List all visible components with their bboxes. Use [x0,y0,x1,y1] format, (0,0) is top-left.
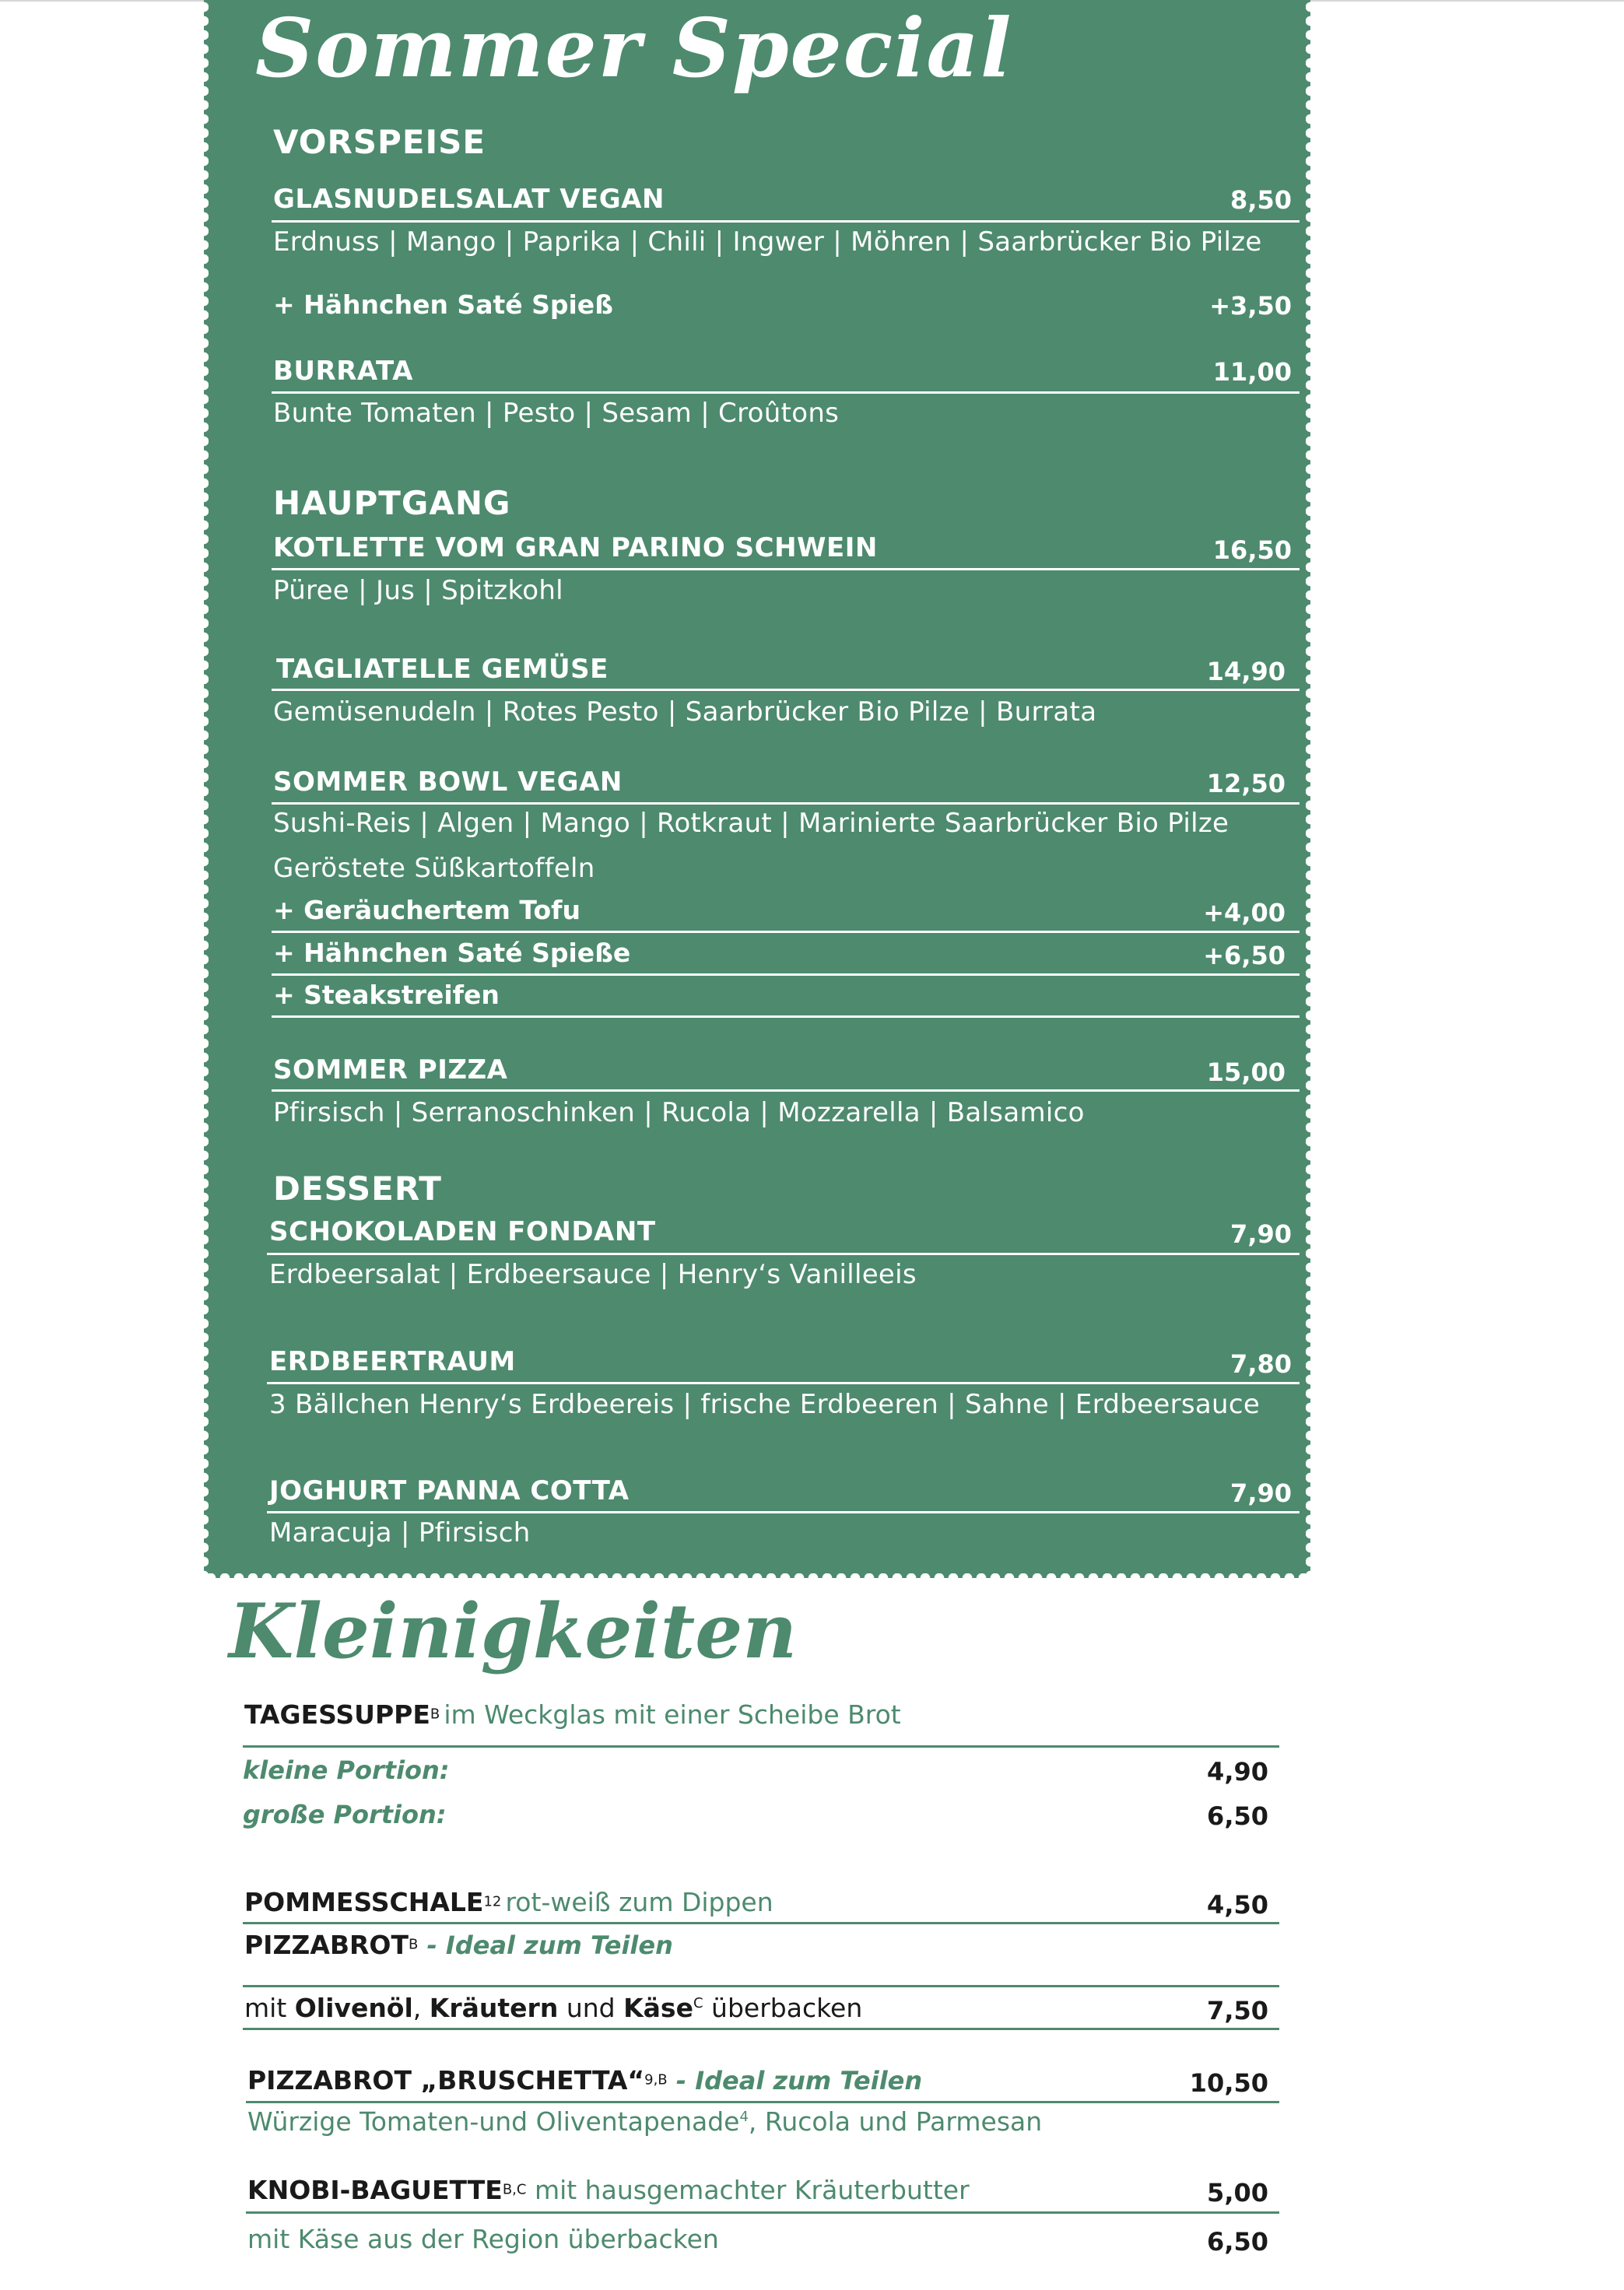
dish-name: ERDBEERTRAUM [269,1346,516,1377]
bruschetta-tag: - Ideal zum Teilen [667,2066,923,2095]
knobi-option-price: 6,50 [1207,2227,1268,2257]
bruschetta-price: 10,50 [1189,2068,1268,2098]
knobi-row [247,2175,970,2205]
dish-description: Erdnuss | Mango | Paprika | Chili | Ingwer | Möhren | Saarbrücker Bio Pilze [273,226,1262,258]
dish-name: TAGLIATELLE GEMÜSE [276,654,609,685]
option-bold: Kräutern [429,1993,559,2023]
dish-price: 16,50 [1212,535,1292,565]
bruschetta-name: PIZZABROT „BRUSCHETTA“ [247,2065,645,2095]
tagessuppe-desc: im Weckglas mit einer Scheibe Brot [444,1699,901,1730]
section-heading-dessert: DESSERT [273,1170,442,1208]
dish-description: Gemüsenudeln | Rotes Pesto | Saarbrücker Bio Pilze | Burrata [273,696,1097,728]
option-text: und [558,1993,624,2023]
item-divider [243,2028,1279,2030]
pommes-desc: rot-weiß zum Dippen [505,1887,773,1917]
allergen-sup: 4 [739,2109,749,2125]
dish-name: JOGHURT PANNA COTTA [269,1475,630,1506]
allergen-sup: B [409,1936,419,1953]
option-text: , [412,1993,430,2023]
dish-divider [272,1089,1300,1092]
pizzabrot-option-price: 7,50 [1207,1996,1268,2025]
knobi-name: KNOBI-BAGUETTE [247,2175,503,2205]
option-bold: Olivenöl [294,1993,413,2023]
allergen-sup: C [693,1995,703,2011]
dish-price: 7,80 [1230,1349,1292,1379]
option-bold: Käse [623,1993,693,2023]
dish-name: KOTLETTE VOM GRAN PARINO SCHWEIN [273,532,878,563]
allergen-sup: B,C [502,2181,527,2198]
dish-name: SCHOKOLADEN FONDANT [269,1216,656,1247]
knobi-option: mit Käse aus der Region überbacken [247,2224,719,2254]
dish-price: 11,00 [1212,357,1292,387]
dish-price: 12,50 [1206,769,1286,798]
portion-small-price: 4,90 [1207,1757,1268,1787]
dish-description: Erdbeersalat | Erdbeersauce | Henry‘s Vanilleeis [269,1259,917,1290]
allergen-sup: 9,B [644,2071,668,2088]
dish-divider [267,1382,1300,1384]
option-text: überbacken [703,1993,863,2023]
section-heading-vorspeise: VORSPEISE [273,123,486,161]
addon-divider [272,973,1300,976]
allergen-sup: 12 [483,1893,502,1910]
panel-scalloped-edge-right [1306,0,1310,1578]
pommes-name: POMMESSCHALE [244,1887,484,1917]
dish-addon-price: +6,50 [1203,941,1286,970]
dish-name: SOMMER PIZZA [273,1054,508,1085]
portion-large-label: große Portion: [243,1800,447,1829]
tagessuppe-row [244,1699,901,1730]
item-divider [243,1745,1279,1748]
pizzabrot-row [244,1930,673,1960]
panel-title: Sommer Special [255,0,1013,96]
pizzabrot-option [244,1993,862,2023]
dish-addon-price: +3,50 [1209,291,1292,321]
item-divider [243,1922,1279,1924]
dish-name: SOMMER BOWL VEGAN [273,766,623,798]
desc-text: , Rucola und Parmesan [748,2106,1043,2137]
dish-addon-label: + Hähnchen Saté Spieße [273,938,631,968]
desc-text: Würzige Tomaten-und Oliventapenade [247,2106,740,2137]
knobi-price: 5,00 [1207,2178,1268,2208]
dish-divider [272,391,1300,394]
dish-divider [272,220,1300,223]
dish-addon-price: +4,00 [1203,898,1286,928]
dish-price: 15,00 [1206,1057,1286,1087]
pizzabrot-tag: - Ideal zum Teilen [418,1931,673,1960]
dish-divider [267,1253,1300,1255]
allergen-sup: B [430,1706,440,1723]
dish-description: Bunte Tomaten | Pesto | Sesam | Croûtons [273,398,840,429]
portion-small-label: kleine Portion: [243,1755,450,1785]
bruschetta-row [247,2065,922,2095]
bruschetta-desc [247,2106,1042,2137]
dish-name: GLASNUDELSALAT VEGAN [273,184,665,215]
dish-price: 7,90 [1230,1219,1292,1249]
dish-price: 14,90 [1206,657,1286,686]
pizzabrot-name: PIZZABROT [244,1930,409,1960]
addon-divider [272,931,1300,933]
dish-addon-label: + Hähnchen Saté Spieß [273,289,613,320]
item-divider [246,2211,1279,2214]
dish-description: Sushi-Reis | Algen | Mango | Rotkraut | Marinierte Saarbrücker Bio Pilze [273,808,1229,839]
dish-description: 3 Bällchen Henry‘s Erdbeereis | frische Erdbeeren | Sahne | Erdbeersauce [269,1389,1261,1420]
dish-name: BURRATA [273,356,413,387]
tagessuppe-name: TAGESSUPPE [244,1699,430,1730]
option-text: mit [244,1993,295,2023]
panel-scalloped-edge-bottom [204,1573,1310,1578]
dish-description-line2: Geröstete Süßkartoffeln [273,853,595,884]
dish-description: Maracuja | Pfirsisch [269,1517,531,1548]
dish-addon-label: + Steakstreifen [273,980,500,1010]
pommes-row [244,1887,773,1917]
dish-addon-label: + Geräuchertem Tofu [273,895,581,925]
knobi-desc: mit hausgemachter Kräuterbutter [526,2175,970,2205]
dish-divider [272,689,1300,691]
kleinigkeiten-title: Kleinigkeiten [229,1587,798,1675]
dish-price: 8,50 [1230,185,1292,215]
pommes-price: 4,50 [1207,1890,1268,1920]
addon-divider [272,1015,1300,1018]
panel-scalloped-edge-left [204,0,209,1578]
dish-description: Pfirsisch | Serranoschinken | Rucola | Mozzarella | Balsamico [273,1097,1085,1128]
dish-description: Püree | Jus | Spitzkohl [273,575,563,606]
item-divider [246,2101,1279,2103]
item-divider [243,1985,1279,1987]
section-heading-hauptgang: HAUPTGANG [273,484,511,522]
dish-divider [272,802,1300,805]
dish-price: 7,90 [1230,1478,1292,1508]
portion-large-price: 6,50 [1207,1801,1268,1831]
dish-divider [272,568,1300,570]
dish-divider [267,1511,1300,1513]
